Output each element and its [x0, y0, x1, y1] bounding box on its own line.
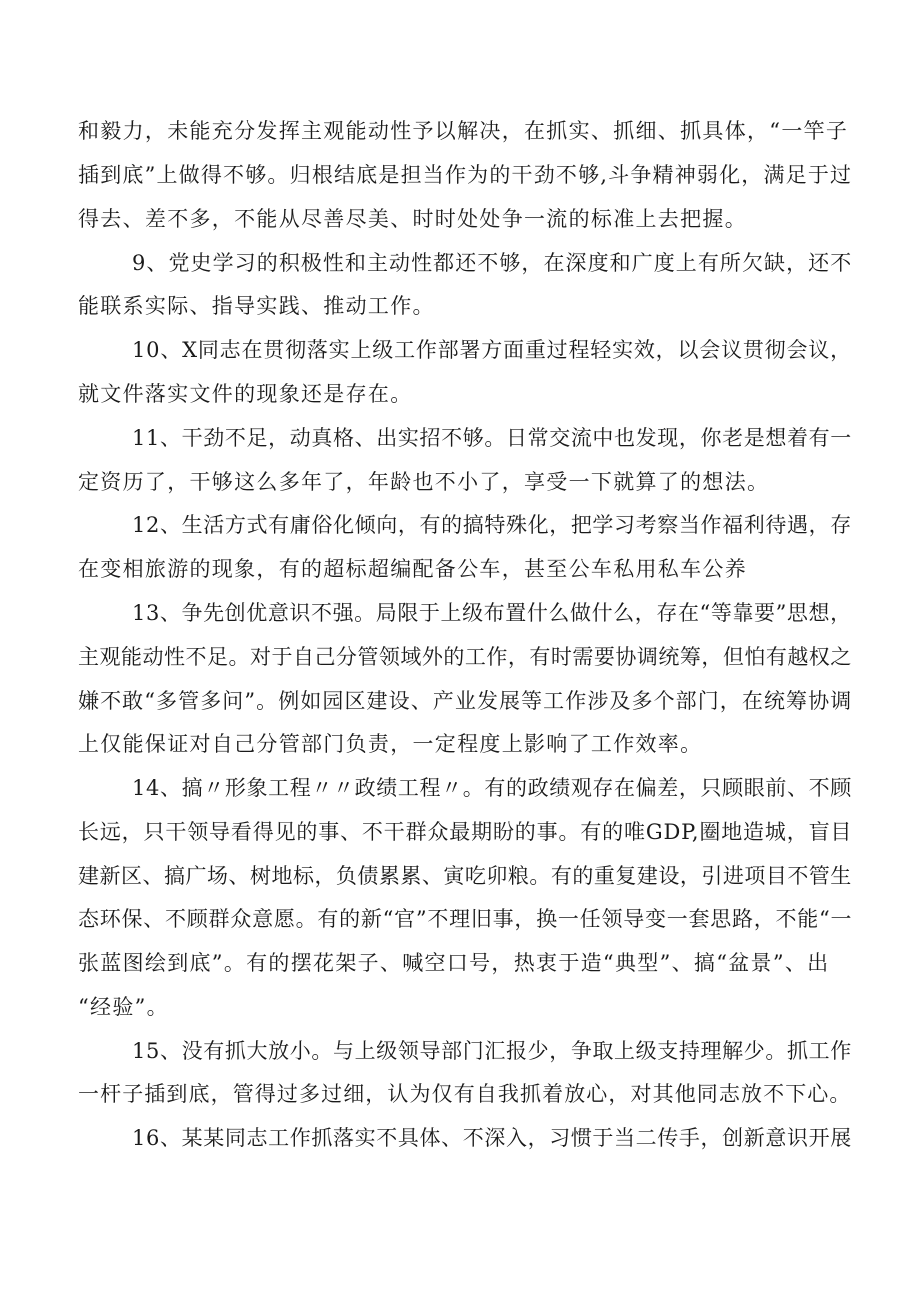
- paragraph-9-line: 9、党史学习的积极性和主动性都还不够，在深度和广度上有所欠缺，还不: [132, 251, 853, 275]
- text-line: 上仅能保证对自己分管部门负责，一定程度上影响了工作效率。: [78, 732, 703, 756]
- text-line: 能联系实际、指导实践、推动工作。: [78, 294, 435, 318]
- text-line: 就文件落实文件的现象还是存在。: [78, 382, 413, 406]
- paragraph-12-line: 12、生活方式有庸俗化倾向，有的搞特殊化，把学习考察当作福利待遇，存: [132, 513, 852, 537]
- text-line: “经验”。: [78, 995, 169, 1019]
- paragraph-13-line: 13、争先创优意识不强。局限于上级布置什么做什么，存在“等靠要”思想，: [132, 601, 852, 625]
- text-line: 定资历了，干够这么多年了，年龄也不小了，享受一下就算了的想法。: [78, 470, 770, 494]
- paragraph-15-line: 15、没有抓大放小。与上级领导部门汇报少，争取上级支持理解少。抓工作: [132, 1039, 852, 1063]
- text-line: 嫌不敢“多管多问”。例如园区建设、产业发展等工作涉及多个部门，在统筹协调: [78, 689, 853, 713]
- text-line: 长远，只干领导看得见的事、不干群众最期盼的事。有的唯GDP,圈地造城，盲目: [78, 820, 853, 844]
- text-line: 插到底”上做得不够。归根结底是担当作为的干劲不够,斗争精神弱化，满足于过: [78, 163, 853, 187]
- text-line: 得去、差不多，不能从尽善尽美、时时处处争一流的标准上去把握。: [78, 207, 747, 231]
- text-line: 主观能动性不足。对于自己分管领域外的工作，有时需要协调统筹，但怕有越权之: [78, 645, 852, 669]
- paragraph-10-line: 10、X同志在贯彻落实上级工作部署方面重过程轻实效，以会议贯彻会议，: [132, 338, 852, 362]
- text-line: 建新区、搞广场、树地标，负债累累、寅吃卯粮。有的重复建设，引进项目不管生: [78, 864, 852, 888]
- paragraph-11-line: 11、干劲不足，动真格、出实招不够。日常交流中也发现，你老是想着有一: [132, 426, 852, 450]
- paragraph-14-line: 14、搞〃形象工程〃〃政绩工程〃。有的政绩观存在偏差，只顾眼前、不顾: [132, 776, 852, 800]
- paragraph-16-line: 16、某某同志工作抓落实不具体、不深入，习惯于当二传手，创新意识开展: [132, 1126, 852, 1150]
- text-line: 态环保、不顾群众意愿。有的新“官”不理旧事，换一任领导变一套思路，不能“一: [78, 907, 853, 931]
- text-line: 在变相旅游的现象，有的超标超编配备公车，甚至公车私用私车公养: [78, 557, 747, 581]
- text-line: 和毅力，未能充分发挥主观能动性予以解决，在抓实、抓细、抓具体，“一竿子: [78, 119, 849, 143]
- text-line: 一杆子插到底，管得过多过细，认为仅有自我抓着放心，对其他同志放不下心。: [78, 1082, 852, 1106]
- text-line: 张蓝图绘到底”。有的摆花架子、喊空口号，热衷于造“典型”、搞“盆景”、出: [78, 951, 830, 975]
